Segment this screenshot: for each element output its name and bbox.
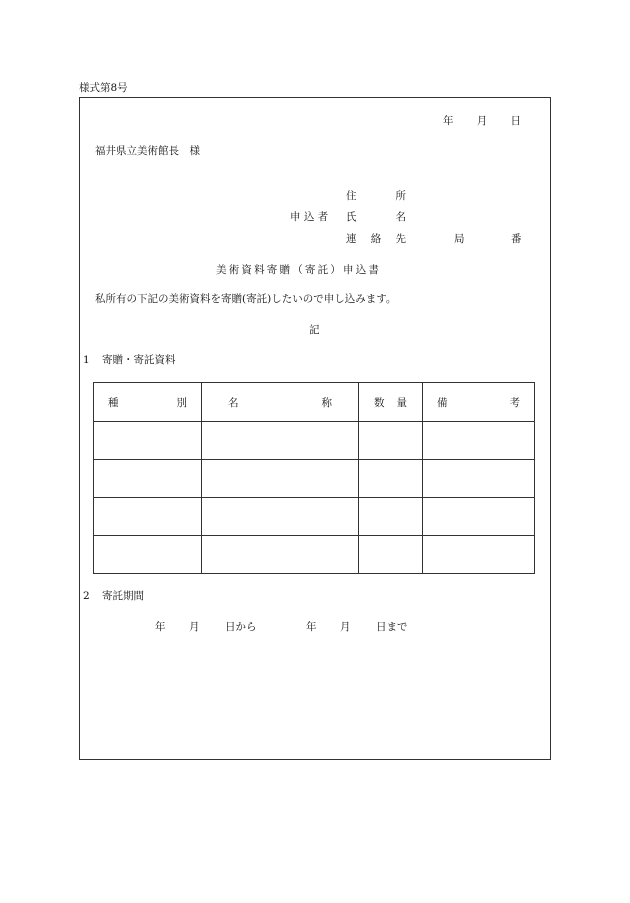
cell-name[interactable] [202,422,359,460]
contact-label-char: 連 [346,233,357,245]
period-to-month: 月 [340,621,351,633]
header-char: 種 [108,396,119,409]
date-year-label: 年 [443,115,454,127]
header-name [202,383,359,422]
addressee: 福井県立美術館長 様 [95,145,200,157]
cell-remarks[interactable] [423,536,535,574]
cell-quantity[interactable] [359,536,423,574]
section-2-heading [83,591,144,602]
section-2-title: 寄託期間 [102,590,144,602]
contact-number-label: 番 [511,233,522,245]
header-quantity [359,383,423,422]
name-label-char: 名 [395,211,406,223]
cell-remarks[interactable] [423,460,535,498]
header-type [94,383,202,422]
name-label [346,212,406,223]
period-to-year: 年 [306,621,317,633]
header-char: 称 [321,396,332,409]
cell-remarks[interactable] [423,422,535,460]
deposit-period [155,622,408,633]
cell-type[interactable] [94,536,202,574]
cell-quantity[interactable] [359,422,423,460]
section-2-number: 2 [83,590,90,602]
section-1-heading [83,355,176,366]
table-header-row [94,383,535,422]
contact-label-char: 先 [395,233,406,245]
date-row [443,116,521,127]
header-char: 考 [509,396,520,409]
items-table [93,382,535,574]
cell-type[interactable] [94,498,202,536]
header-remarks [423,383,535,422]
header-char: 名 [228,396,239,409]
cell-quantity[interactable] [359,460,423,498]
address-label [346,191,406,202]
cell-type[interactable] [94,460,202,498]
period-from-year: 年 [155,621,166,633]
cell-name[interactable] [202,498,359,536]
header-char: 量 [396,396,407,409]
table-row [94,536,535,574]
form-number: 様式第8号 [79,82,128,94]
contact-label [346,234,406,245]
address-label-char: 所 [395,190,406,202]
section-1-number: 1 [83,354,90,366]
date-day-label: 日 [510,115,521,127]
applicant-label: 申 込 者 [290,211,329,223]
cell-quantity[interactable] [359,498,423,536]
ki-heading: 記 [309,324,320,336]
table-row [94,498,535,536]
cell-name[interactable] [202,536,359,574]
contact-bureau-label: 局 [454,233,465,245]
period-to-day: 日まで [376,621,408,633]
cell-name[interactable] [202,460,359,498]
period-from-day: 日から [225,621,257,633]
table-row [94,422,535,460]
cell-remarks[interactable] [423,498,535,536]
header-char: 備 [437,396,448,409]
document-title: 美術資料寄贈（寄託）申込書 [216,264,382,276]
cell-type[interactable] [94,422,202,460]
date-month-label: 月 [476,115,488,127]
intro-text: 私所有の下記の美術資料を寄贈(寄託)したいので申し込みます。 [95,293,397,305]
address-label-char: 住 [346,190,357,202]
header-char: 別 [176,396,187,409]
contact-label-char: 絡 [370,233,382,245]
header-char: 数 [374,396,385,409]
section-1-title: 寄贈・寄託資料 [102,354,176,366]
name-label-char: 氏 [346,211,357,223]
period-from-month: 月 [189,621,200,633]
table-row [94,460,535,498]
